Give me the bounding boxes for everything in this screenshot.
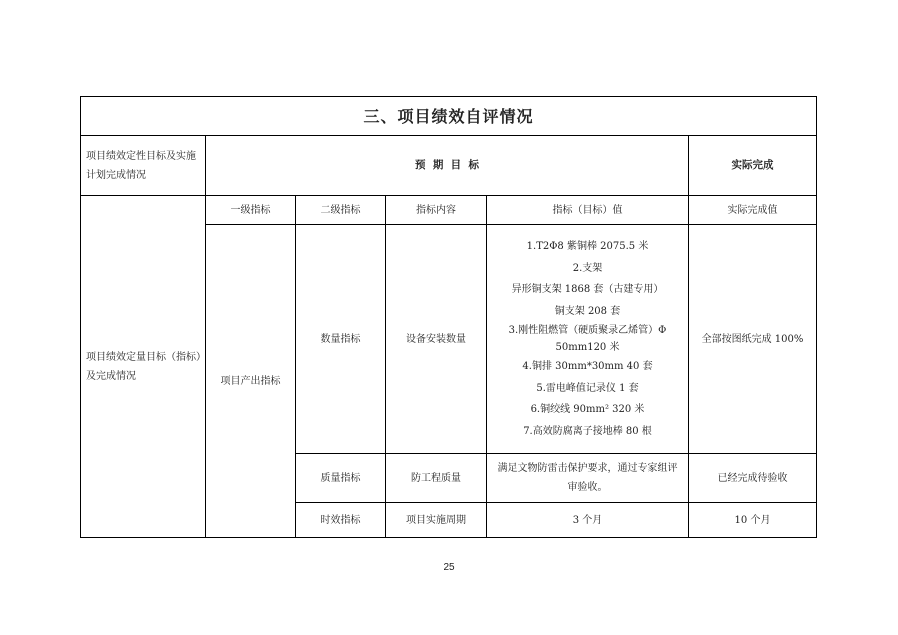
target-line: 6.铜绞线 90mm² 320 米 [530, 404, 645, 415]
level1-value: 项目产出指标 [220, 375, 281, 387]
target-line: 5.雷电峰值记录仪 1 套 [536, 382, 639, 394]
row-quantity-actual: 全部按图纸完成 100% [701, 333, 804, 345]
row-quantity-content: 设备安装数量 [406, 333, 466, 345]
target-line: 3.刚性阻燃管（硬质聚录乙烯管）Φ [508, 325, 667, 336]
header-actual: 实际完成值 [727, 204, 778, 216]
target-line: 2.支架 [572, 262, 603, 274]
section-title: 三、项目绩效自评情况 [363, 106, 534, 126]
row-quantity-level2: 数量指标 [320, 333, 361, 345]
target-line: 异形铜支架 1868 套（古建专用） [511, 284, 664, 295]
row-quantity-targets [487, 225, 688, 453]
row-quality-target: 满足文物防雷击保护要求，通过专家组评审验收。 [497, 463, 678, 493]
header-level1: 一级指标 [230, 204, 271, 216]
table-rule [816, 96, 817, 538]
actual-completion-header: 实际完成 [731, 159, 774, 171]
target-line: 1.T2Φ8 紫铜棒 2075.5 米 [526, 241, 649, 252]
header-content: 指标内容 [416, 204, 456, 216]
row-timeliness-actual: 10 个月 [734, 514, 771, 526]
row-quality-actual: 已经完成待验收 [717, 472, 788, 484]
target-line: 7.高效防腐离子接地棒 80 根 [523, 425, 652, 437]
row-timeliness-content: 项目实施周期 [406, 514, 466, 526]
row-quality-content: 防工程质量 [411, 472, 461, 484]
expected-target-header: 预 期 目 标 [415, 159, 479, 171]
target-line: 4.铜排 30mm*30mm 40 套 [522, 361, 653, 372]
row-quality-level2: 质量指标 [320, 472, 361, 484]
header-level2: 二级指标 [320, 204, 361, 216]
row-timeliness-level2: 时效指标 [320, 514, 361, 526]
target-line: 铜支架 208 套 [554, 305, 621, 317]
header-target: 指标（目标）值 [552, 204, 623, 216]
performance-table [80, 96, 817, 538]
row-timeliness-target: 3 个月 [572, 514, 603, 526]
qualitative-label: 项目绩效定性目标及实施计划完成情况 [86, 150, 196, 181]
quantitative-label: 项目绩效定量目标（指标）及完成情况 [86, 351, 201, 382]
page-number: 25 [443, 562, 455, 573]
target-line: 50mm120 米 [555, 342, 620, 353]
table-rule [80, 537, 817, 538]
